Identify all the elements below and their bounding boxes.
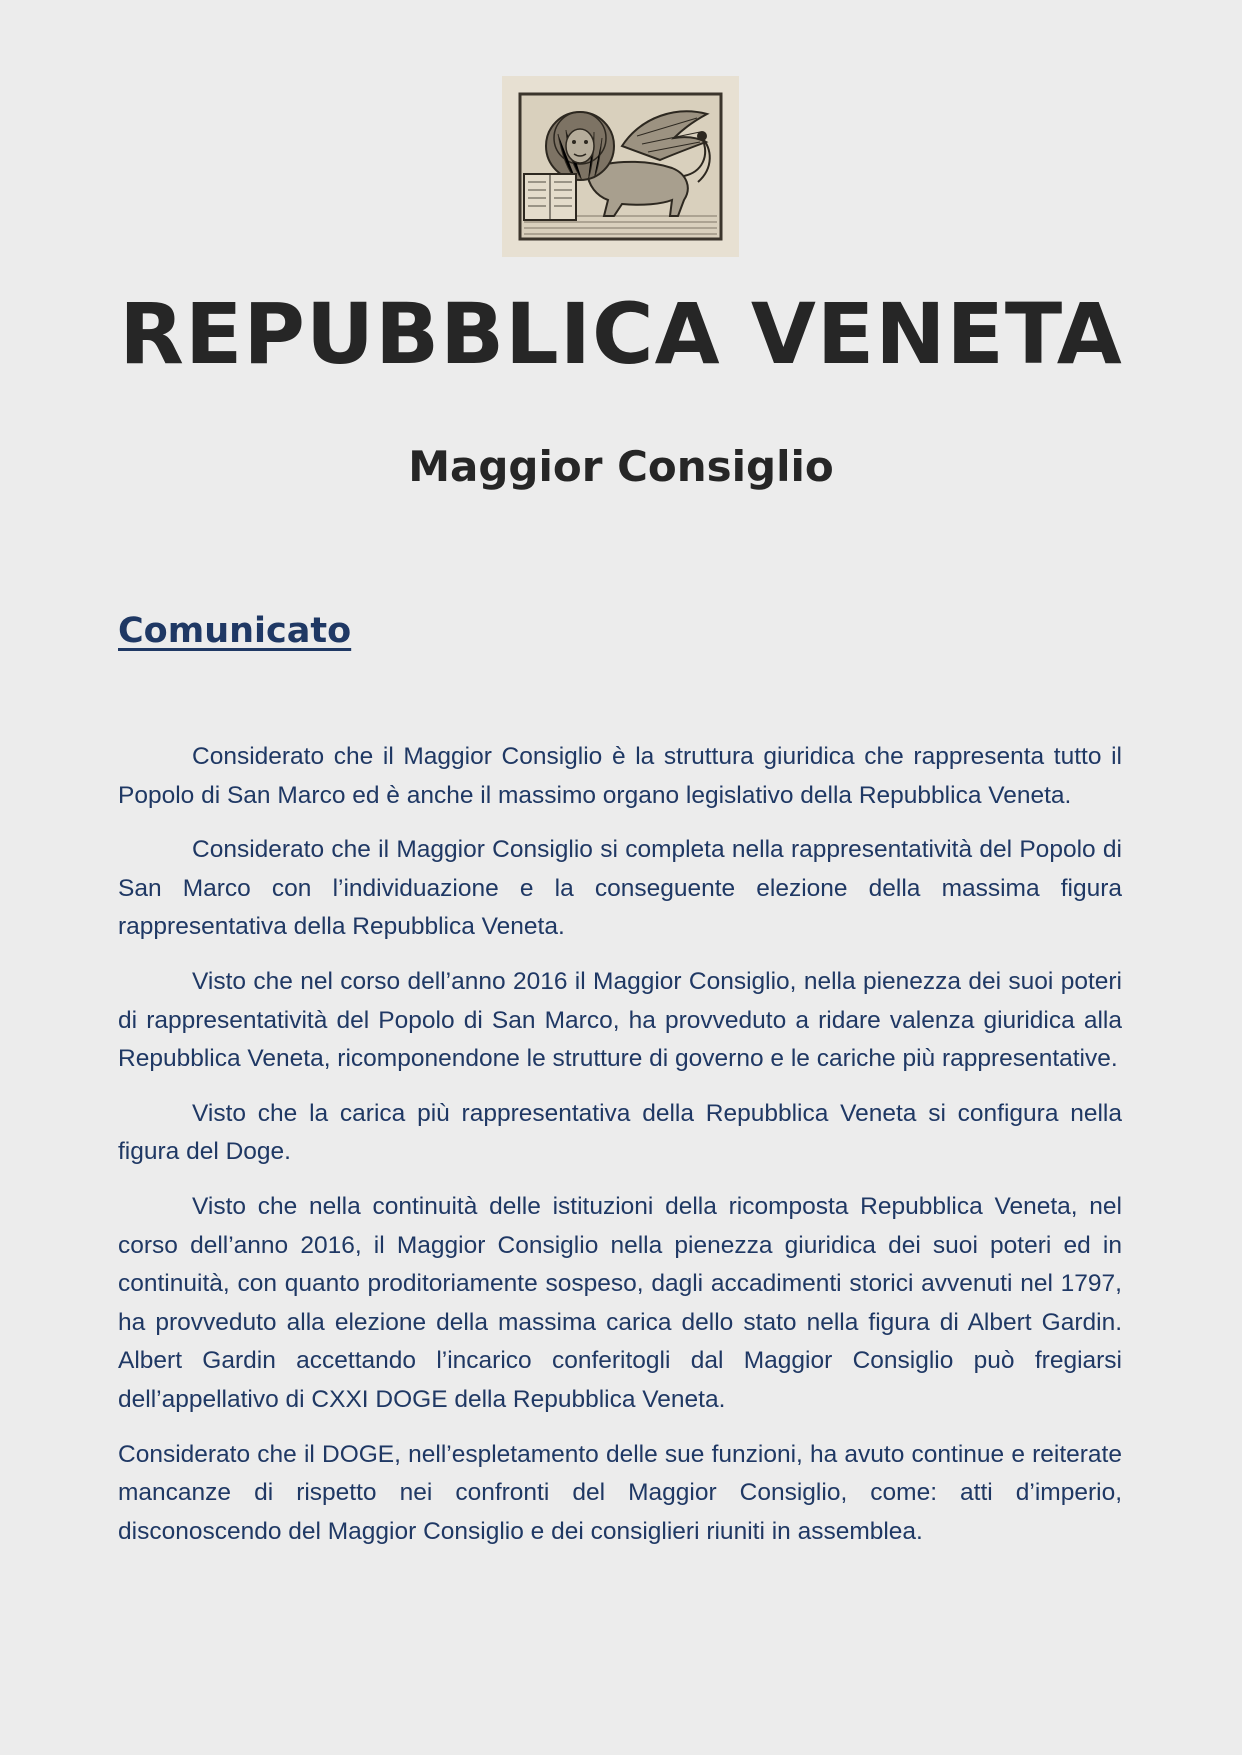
lion-of-saint-mark-emblem bbox=[502, 76, 739, 257]
section-heading: Comunicato bbox=[118, 611, 352, 651]
body-text bbox=[118, 738, 1122, 1567]
page-subtitle: Maggior Consiglio bbox=[408, 442, 834, 491]
paragraph: Considerato che il Maggior Consiglio si completa nella rappresentatività del Popolo di San Marco con l’individuazione e la conseguente elezione della massima figura rappresentativa della Repubblica Veneta. bbox=[118, 836, 1122, 941]
paragraph: Visto che la carica più rappresentativa della Repubblica Veneta si configura nella figura del Doge. bbox=[118, 1099, 1122, 1166]
page-title: REPUBBLICA VENETA bbox=[119, 285, 1123, 383]
paragraph: Considerato che il DOGE, nell’espletamento delle sue funzioni, ha avuto continue e reiterate mancanze di rispetto nei confronti del Maggior Consiglio, come: atti d’imperio, disconoscendo del Maggior Consiglio e dei consiglieri riuniti in assemblea. bbox=[118, 1440, 1122, 1545]
paragraph: Visto che nella continuità delle istituzioni della ricomposta Repubblica Veneta, nel corso dell’anno 2016, il Maggior Consiglio nella pienezza giuridica dei suoi poteri ed in continuità, con quanto proditoriamente sospeso, dagli accadimenti storici avvenuti nel 1797, ha provveduto alla elezione della massima carica dello stato nella figura di Albert Gardin. Albert Gardin accettando l’incarico conferitogli dal Maggior Consiglio può fregiarsi dell’appellativo di CXXI DOGE della Repubblica Veneta. bbox=[118, 1192, 1122, 1413]
paragraph: Considerato che il Maggior Consiglio è la struttura giuridica che rappresenta tutto il Popolo di San Marco ed è anche il massimo organo legislativo della Repubblica Veneta. bbox=[118, 743, 1122, 809]
paragraph: Visto che nel corso dell’anno 2016 il Maggior Consiglio, nella pienezza dei suoi poteri di rappresentatività del Popolo di San Marco, ha provveduto a ridare valenza giuridica alla Repubblica Veneta, ricomponendone le strutture di governo e le cariche più rappresentative. bbox=[118, 967, 1122, 1073]
